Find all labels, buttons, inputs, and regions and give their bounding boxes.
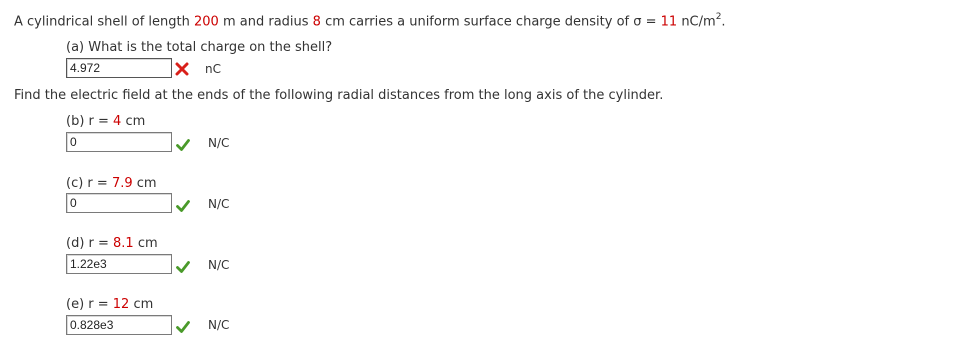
part-d-answer-input[interactable]: 1.22e3 (66, 254, 172, 274)
part-a-answer-input[interactable]: 4.972 (66, 58, 172, 78)
part-label-text: (d) r = (66, 236, 114, 251)
part-d-r-value: 8.1 (113, 236, 134, 251)
part-label-unit: cm (133, 236, 158, 251)
part-c-r-value: 7.9 (111, 176, 133, 191)
intro-text: m and radius (218, 14, 313, 30)
intro-text: cm carries a uniform surface charge density of σ = (320, 14, 661, 30)
part-c-unit: N/C (208, 197, 230, 211)
part-e-unit: N/C (208, 318, 230, 332)
part-label-text: (b) r = (66, 114, 114, 129)
part-e-answer-input[interactable]: 0.828e3 (66, 315, 172, 335)
part-a-unit: nC (205, 62, 221, 76)
part-d-unit: N/C (208, 258, 230, 272)
part-a-question: (a) What is the total charge on the shell? (66, 40, 333, 55)
part-b-r-value: 4 (113, 114, 122, 129)
sigma-value: 11 (660, 14, 678, 30)
part-b-unit: N/C (208, 136, 230, 150)
part-label-text: (c) r = (66, 176, 112, 191)
part-c-label (66, 176, 157, 191)
radius-value: 8 (312, 14, 321, 30)
part-label-unit: cm (132, 176, 157, 191)
part-label-unit: cm (129, 297, 154, 312)
part-e-label (66, 297, 153, 312)
part-e-r-value: 12 (112, 297, 130, 312)
incorrect-x-icon (175, 62, 189, 76)
intro-end: . (721, 14, 726, 30)
field-prompt: Find the electric field at the ends of the following radial distances from the long axis of the cylinder. (14, 88, 664, 103)
correct-check-icon (176, 138, 190, 152)
part-c-answer-input[interactable]: 0 (66, 193, 172, 213)
intro-exponent: 2 (715, 12, 722, 22)
intro-text: A cylindrical shell of length (14, 14, 194, 30)
part-b-label (66, 114, 145, 129)
part-label-text: (e) r = (66, 297, 113, 312)
correct-check-icon (176, 199, 190, 213)
part-b-answer-input[interactable]: 0 (66, 132, 172, 152)
part-d-label (66, 236, 158, 251)
correct-check-icon (176, 260, 190, 274)
length-value: 200 (194, 14, 219, 30)
problem-statement (14, 13, 726, 29)
intro-unit: nC/m (677, 14, 716, 30)
part-label-unit: cm (121, 114, 146, 129)
correct-check-icon (176, 320, 190, 334)
